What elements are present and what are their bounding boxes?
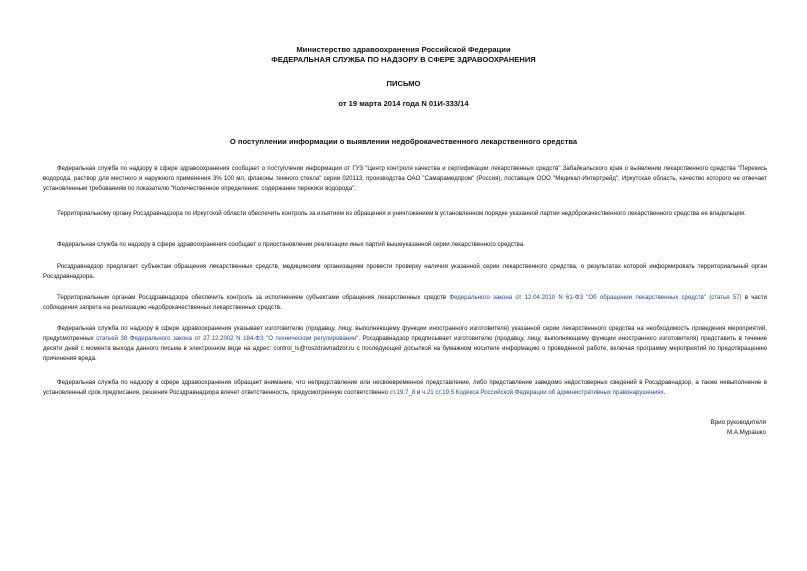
paragraph-7 [43, 378, 767, 398]
paragraph-5 [43, 293, 767, 313]
signature-name: М.А.Мурашко [726, 429, 766, 436]
paragraph-6 [43, 324, 767, 364]
paragraph-6-text-2: . Росздравнадзор предписывает изготовителю (продавцу, лицу, выполняющему функции иностранного изготовителя) представить в течение десяти дней с момента выхода данного письма в электронном виде на адрес: control_ls@roszdravnadzor.ru с последующей досылкой на бумажном носителе информацию о проведенной работе, включая программу мероприятий по предотвращению причинения вреда. [43, 335, 768, 362]
document-type: ПИСЬМО [386, 79, 421, 88]
article-38-law-184fz-link[interactable]: статьей 38 Федерального закона от 27.12.2002 N 184-ФЗ "О техническом регулировании" [96, 335, 359, 342]
paragraph-6-text-1: Федеральная служба по надзору в сфере здравоохранения указывает изготовителю (продавцу, лицу, выполняющему функции иностранного изготовителя) указанной серии лекарственного средства на необходимость проведения мероприятий, предусмотренных [43, 325, 767, 342]
koap-article-19-5-link[interactable]: ч.21 ст.19.5 Кодекса Российской Федерации об административных правонарушениях [422, 389, 664, 396]
paragraph-1: Федеральная служба по надзору в сфере здравоохранения сообщает о поступлении информации от ГУЗ "Центр контроля качества и сертификации лекарственных средств" Забайкальского края о выявлении лекарственного средства "Перекись водорода, раствор для местного и наружного применения 3% 100 мл, флаконы темного стекла" серии 020113, производства ОАО "Самарамедпром" (Россия), поставщик ООО "Медикал-Интертрейд", Иркутская область, качество которого не отвечает установленным требованиям по показателю "Количественное определение: содержание перекиси водорода". [43, 165, 767, 192]
paragraph-5-text-3: в части соблюдения запрета на реализацию недоброкачественных лекарственных средств. [43, 294, 767, 311]
paragraph-7-text-1: Федеральная служба по надзору в сфере здравоохранения обращает внимание, что непредставление или несвоевременное представление, либо представление заведомо недостоверных сведений в Росздравнадзор, а также невыполнение в установленный срок предписания, решения Росздравнадзора влечет ответственность, предусмотренную соответственно [43, 379, 767, 396]
signature-position: Врио руководителя [710, 419, 766, 426]
law-61fz-link[interactable]: Федерального закона от 12.04.2010 N 61-ФЗ "Об обращении лекарственных средств" [449, 294, 706, 301]
document-date-number: от 19 марта 2014 года N 01И-333/14 [338, 99, 469, 108]
paragraph-7-text-2: и [415, 389, 423, 396]
article-57-link[interactable]: (статья 57) [709, 294, 742, 301]
paragraph-2: Территориальному органу Росздравнадзора по Иркутской области обеспечить контроль за изъятием из обращения и уничтожением в установленном порядке указанной партии недоброкачественного лекарственного средства ее владельцем. [57, 210, 746, 217]
service-name: ФЕДЕРАЛЬНАЯ СЛУЖБА ПО НАДЗОРУ В СФЕРЕ ЗДРАВООХРАНЕНИЯ [271, 55, 536, 64]
ministry-name: Министерство здравоохранения Российской Федерации [296, 45, 511, 54]
paragraph-5-text-1: Территориальным органам Росздравнадзора обеспечить контроль за исполнением субъектами обращения лекарственных средств [57, 294, 450, 301]
paragraph-7-text-3: . [663, 389, 666, 396]
paragraph-4: Росздравнадзор предлагает субъектам обращения лекарственных средств, медицинским организациям провести проверку наличия указанной серии лекарственного средства, о результатах которой информировать территориальный орган Росздравнадзора. [43, 263, 767, 280]
document-subject: О поступлении информации о выявлении недоброкачественного лекарственного средства [229, 137, 578, 146]
paragraph-3: Федеральная служба по надзору в сфере здравоохранения сообщает о приостановлении реализации иных партий вышеуказанной серии лекарственного средства. [57, 241, 525, 248]
article-19-7-8-link[interactable]: ст.19.7_8 [389, 389, 416, 396]
